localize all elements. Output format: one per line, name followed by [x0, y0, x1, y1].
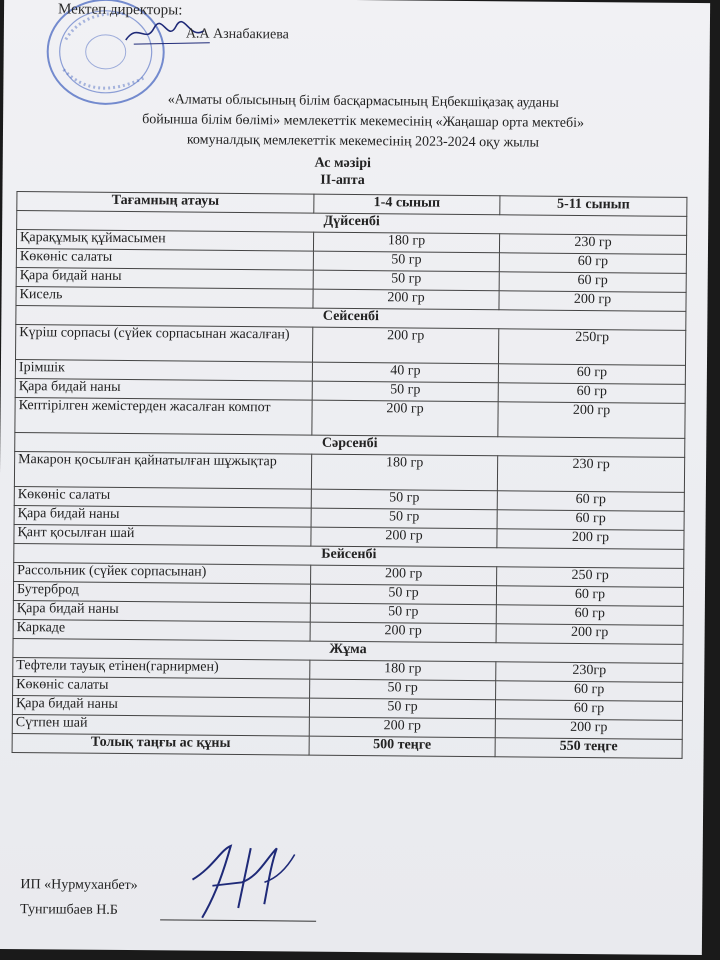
- day-name: Сейсенбі: [16, 306, 686, 331]
- dish-name: Кептірілген жемістерден жасалған компот: [15, 398, 312, 436]
- dish-name: Көкөніс салаты: [16, 249, 313, 271]
- portion-5-11: 200 гр: [499, 291, 686, 312]
- portion-5-11: 60 гр: [496, 586, 683, 607]
- document-heading: [93, 90, 634, 155]
- dish-name: Сүтпен шай: [12, 715, 309, 737]
- table-row: [16, 325, 686, 366]
- portion-1-4: 50 гр: [309, 698, 495, 719]
- portion-5-11: 250гр: [498, 329, 685, 366]
- portion-5-11: 60 гр: [496, 681, 683, 702]
- header-dish: Тағамның атауы: [17, 192, 314, 214]
- dish-name: Кисель: [16, 287, 313, 309]
- day-name: Жұма: [13, 639, 683, 664]
- portion-1-4: 200 гр: [309, 717, 495, 738]
- portion-1-4: 50 гр: [310, 584, 496, 605]
- portion-5-11: 200 гр: [498, 402, 685, 439]
- dish-name: Қара бидай наны: [15, 379, 312, 401]
- portion-1-4: 50 гр: [310, 679, 496, 700]
- portion-5-11: 230гр: [496, 662, 683, 683]
- portion-5-11: 60 гр: [495, 700, 682, 721]
- portion-5-11: 60 гр: [497, 491, 684, 512]
- portion-1-4: 180 гр: [310, 660, 496, 681]
- total-label: Толық таңғы ас құны: [12, 734, 309, 756]
- dish-name: Рассольник (сүйек сорпасынан): [14, 563, 311, 585]
- portion-5-11: 200 гр: [496, 624, 683, 645]
- dish-name: Бутерброд: [13, 582, 310, 604]
- portion-5-11: 250 гр: [497, 567, 684, 588]
- header-grade-1-4: 1-4 сынып: [314, 194, 500, 215]
- dish-name: Қара бидай наны: [14, 506, 311, 528]
- portion-1-4: 200 гр: [312, 327, 498, 364]
- header-grade-5-11: 5-11 сынып: [500, 196, 687, 217]
- dish-name: Каркаде: [13, 620, 310, 642]
- portion-1-4: 50 гр: [311, 508, 497, 529]
- portion-5-11: 230 гр: [499, 234, 686, 255]
- dish-name: Қара бидай наны: [13, 601, 310, 623]
- portion-1-4: 200 гр: [310, 622, 496, 643]
- dish-name: Көкөніс салаты: [14, 487, 311, 509]
- day-name: Сәрсенбі: [15, 433, 685, 458]
- portion-1-4: 200 гр: [312, 400, 498, 437]
- dish-name: Қант қосылған шай: [14, 525, 311, 547]
- portion-1-4: 50 гр: [312, 381, 498, 402]
- portion-1-4: 50 гр: [313, 270, 499, 291]
- portion-5-11: 200 гр: [497, 529, 684, 550]
- portion-1-4: 200 гр: [311, 565, 497, 586]
- portion-1-4: 50 гр: [310, 603, 496, 624]
- portion-5-11: 200 гр: [495, 719, 682, 740]
- dish-name: Қарақұмық құймасымен: [16, 230, 313, 252]
- day-name: Дүйсенбі: [17, 211, 687, 236]
- dish-name: Қара бидай наны: [16, 268, 313, 290]
- supplier-signature-icon: [172, 841, 303, 922]
- menu-title-line-1: Ас мәзірі: [314, 155, 371, 172]
- dish-name: Күріш сорпасы (сүйек сорпасынан жасалған): [16, 325, 313, 363]
- portion-1-4: 50 гр: [311, 489, 497, 510]
- portion-1-4: 50 гр: [313, 251, 499, 272]
- director-name: А.А Азнабакиева: [185, 26, 289, 43]
- table-row: [15, 398, 685, 439]
- portion-1-4: 180 гр: [311, 454, 497, 491]
- portion-5-11: 60 гр: [499, 253, 686, 274]
- dish-name: Көкөніс салаты: [13, 677, 310, 699]
- dish-name: Макарон қосылған қайнатылған шұжықтар: [14, 452, 311, 490]
- portion-5-11: 60 гр: [499, 272, 686, 293]
- portion-5-11: 60 гр: [497, 510, 684, 531]
- menu-table: [12, 191, 688, 759]
- dish-name: Ірімшік: [15, 360, 312, 382]
- supplier-company: ИП «Нурмуханбет»: [20, 877, 138, 894]
- director-label: Мектеп директоры:: [57, 1, 183, 19]
- portion-5-11: 230 гр: [497, 456, 684, 493]
- day-name: Бейсенбі: [14, 544, 684, 569]
- heading-line-2: бойынша білім бөлімі» мемлекеттік мекемесінің «Жаңашар орта мектебі»: [142, 112, 585, 132]
- menu-title: [253, 154, 433, 190]
- portion-5-11: 60 гр: [498, 364, 685, 385]
- portion-1-4: 40 гр: [312, 362, 498, 383]
- supplier-person: Тунгишбаев Н.Б: [20, 902, 118, 918]
- dish-name: Қара бидай наны: [12, 696, 309, 718]
- portion-1-4: 200 гр: [313, 289, 499, 310]
- portion-5-11: 60 гр: [498, 383, 685, 404]
- heading-line-1: «Алматы облысының білім басқармасының Еңбекшіқазақ ауданы: [167, 92, 559, 111]
- heading-line-3: комуналдық мемлекеттік мекемесінің 2023-2024 оқу жылы: [186, 132, 540, 151]
- table-row: [14, 452, 684, 493]
- portion-5-11: 60 гр: [496, 605, 683, 626]
- dish-name: Тефтели тауық етінен(гарнирмен): [13, 658, 310, 680]
- menu-title-line-2: ІІ-апта: [320, 172, 365, 189]
- total-price-1-4: 500 теңге: [309, 736, 495, 757]
- total-price-5-11: 550 теңге: [495, 738, 682, 759]
- portion-1-4: 200 гр: [311, 527, 497, 548]
- portion-1-4: 180 гр: [313, 232, 499, 253]
